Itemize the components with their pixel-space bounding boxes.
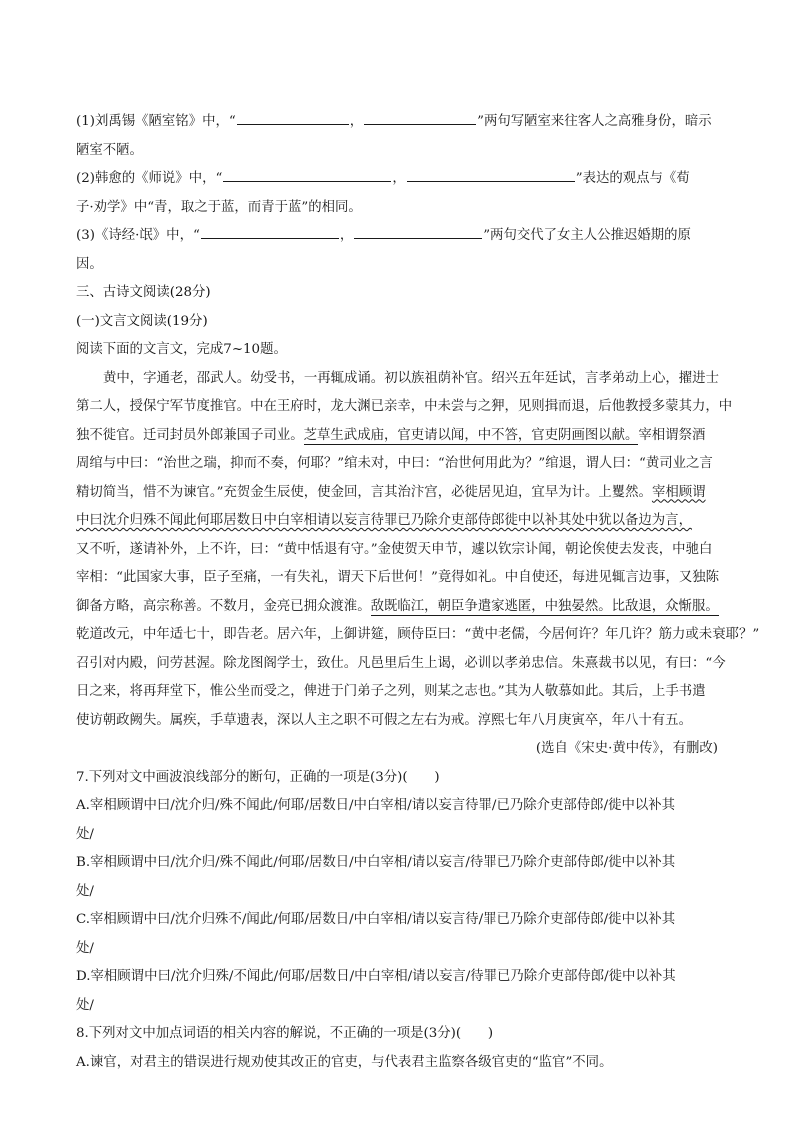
underlined-sentence-1: 芝草生武成庙，官吏请以闻，中不答，官吏阴画图以献。 <box>303 427 639 443</box>
q7-option-d-cont[interactable]: 处/ <box>76 997 94 1013</box>
passage-line-13: 使访朝政阙失。属疾，手草遗表，深以人主之职不可假之左右为戒。淳熙七年八月庚寅卒，年八十有五。 <box>76 712 692 728</box>
q1-line-2: 陋室不陋。 <box>76 142 143 158</box>
passage-line-8: 宰相：“此国家大事，臣子至痛，一有失礼，谓天下后世何！”竟得如礼。中自使还，每进见辄言边事，又独陈 <box>76 570 720 585</box>
passage-line-2: 第二人，授保宁军节度推官。中在王府时，龙大渊已亲幸，中未尝与之狎，见则揖而退，后他教授多蒙其力，中 <box>76 399 733 414</box>
passage-line-6 <box>76 507 718 536</box>
passage-line-7: 又不听，遂请补外，上不许，曰：“黄中恬退有守。”金使贺天申节，遽以钦宗讣闻，朝论俟使去发丧，中驰白 <box>76 541 713 557</box>
q8-option-a[interactable]: A.谏官，对君主的错误进行规劝使其改正的官吏，与代表君主监察各级官吏的“监官”不同。 <box>76 1054 613 1070</box>
q2-prompt-tail: ”表达的观点与《荀 <box>575 171 690 186</box>
passage-text: 精切简当，惜不为谏官。”充贺金生辰使，使金回，言其治汴宫，必徙居见迫，宜早为计。上矍然。 <box>76 484 652 500</box>
passage-line-10: 乾道改元，中年适七十，即告老。居六年，上御讲筵，顾侍臣曰：“黄中老儒，今居何许？年几许？筋力或未衰耶？” <box>76 627 760 642</box>
underlined-sentence-2: 敌既临江，朝臣争遣家逃匿，中独晏然。比敌退，众惭服。 <box>370 598 719 614</box>
q1-blank-1[interactable] <box>237 110 349 125</box>
q3-prompt: (3)《诗经·氓》中，“ <box>76 228 200 243</box>
q1-blank-2[interactable] <box>364 110 476 125</box>
passage-line-9 <box>76 593 718 622</box>
q7-option-a[interactable]: A.宰相顾谓中曰/沈介归/殊不闻此/何耶/居数日/中白宰相/请以妄言待罪/已乃除介吏部侍郎/徙中以补其 <box>76 798 676 813</box>
q7-option-a-cont[interactable]: 处/ <box>76 826 94 842</box>
passage-line-4: 周绾与中曰：“治世之瑞，抑而不奏，何耶？”绾未对，中曰：“治世何用此为？”绾退，谓人曰：“黄司业之言 <box>76 456 713 471</box>
passage-source: (选自《宋史·黄中传》，有删改) <box>535 741 718 756</box>
passage-line-5 <box>76 479 718 508</box>
passage-text: 独不徙官。迁司封员外郎兼国子司业。 <box>76 427 304 443</box>
q3-line-1 <box>76 222 718 251</box>
q1-prompt: (1)刘禹锡《陋室铭》中，“ <box>76 114 236 129</box>
q2-prompt: (2)韩愈的《师说》中，“ <box>76 171 223 186</box>
q3-separator: ， <box>339 228 354 243</box>
wavy-underlined-text: 宰相顾谓 <box>651 484 706 500</box>
reading-instruction: 阅读下面的文言文，完成7~10题。 <box>76 342 287 357</box>
q7-option-c-cont[interactable]: 处/ <box>76 940 94 956</box>
wavy-underlined-text: 中曰沈介归殊不闻此何耶居数日中白宰相请以妄言待罪已乃除介吏部侍郎徙中以补其处中犹以备边为言， <box>76 513 692 528</box>
q3-prompt-tail: ”两句交代了女主人公推迟婚期的原 <box>483 228 691 243</box>
q1-prompt-tail: ”两句写陋室来往客人之高雅身份，暗示 <box>477 114 712 129</box>
q1-separator: ， <box>349 114 364 129</box>
q1-line-1 <box>76 108 718 137</box>
q3-blank-2[interactable] <box>354 224 482 239</box>
q7-stem: 7.下列对文中画波浪线部分的断句，正确的一项是(3分)( ) <box>76 769 440 785</box>
q7-option-c[interactable]: C.宰相顾谓中曰/沈介归殊不/闻此/何耶/居数日/中白宰相/请以妄言待/罪已乃除介吏部侍郎/徙中以补其 <box>76 912 676 927</box>
q3-line-2: 因。 <box>76 256 103 272</box>
subsection-heading: (一)文言文阅读(19分) <box>76 313 208 329</box>
passage-text: 御备方略，高宗称善。不数月，金亮已拥众渡淮。 <box>76 598 371 614</box>
q2-line-2: 子·劝学》中“青，取之于蓝，而青于蓝”的相同。 <box>76 199 362 215</box>
q2-separator: ， <box>392 171 406 186</box>
q7-option-b-cont[interactable]: 处/ <box>76 883 94 899</box>
q2-line-1 <box>76 165 718 194</box>
passage-line-1: 黄中，字通老，邵武人。幼受书，一再辄成诵。初以族祖荫补官。绍兴五年廷试，言孝弟动上心，擢进士 <box>103 370 719 386</box>
passage-text: 宰相谓祭酒 <box>638 427 706 443</box>
section-heading: 三、古诗文阅读(28分) <box>76 285 211 300</box>
passage-line-12: 日之来，将再拜堂下，惟公坐而受之，俾进于门弟子之列，则某之志也。”其为人敬慕如此。其后，上手书遣 <box>76 684 706 699</box>
q2-blank-1[interactable] <box>223 167 391 182</box>
q8-stem: 8.下列对文中加点词语的相关内容的解说，不正确的一项是(3分)( ) <box>76 1026 494 1041</box>
passage-line-11: 召引对内殿，问劳甚渥。除龙图阁学士，致仕。凡邑里后生上谒，必训以孝弟忠信。朱熹裁书以见，有曰：“今 <box>76 655 726 671</box>
passage-line-3 <box>76 422 718 451</box>
document-page <box>76 108 760 1077</box>
q7-option-d[interactable]: D.宰相顾谓中曰/沈介归殊/不闻此/何耶/居数日/中白宰相/请以妄言/待罪已乃除介吏部侍郎/徙中以补其 <box>76 969 676 984</box>
q3-blank-1[interactable] <box>201 224 339 239</box>
q2-blank-2[interactable] <box>407 167 575 182</box>
q7-option-b[interactable]: B.宰相顾谓中曰/沈介归/殊不闻此/何耶/居数日/中白宰相/请以妄言/待罪已乃除介吏部侍郎/徙中以补其 <box>76 855 676 870</box>
